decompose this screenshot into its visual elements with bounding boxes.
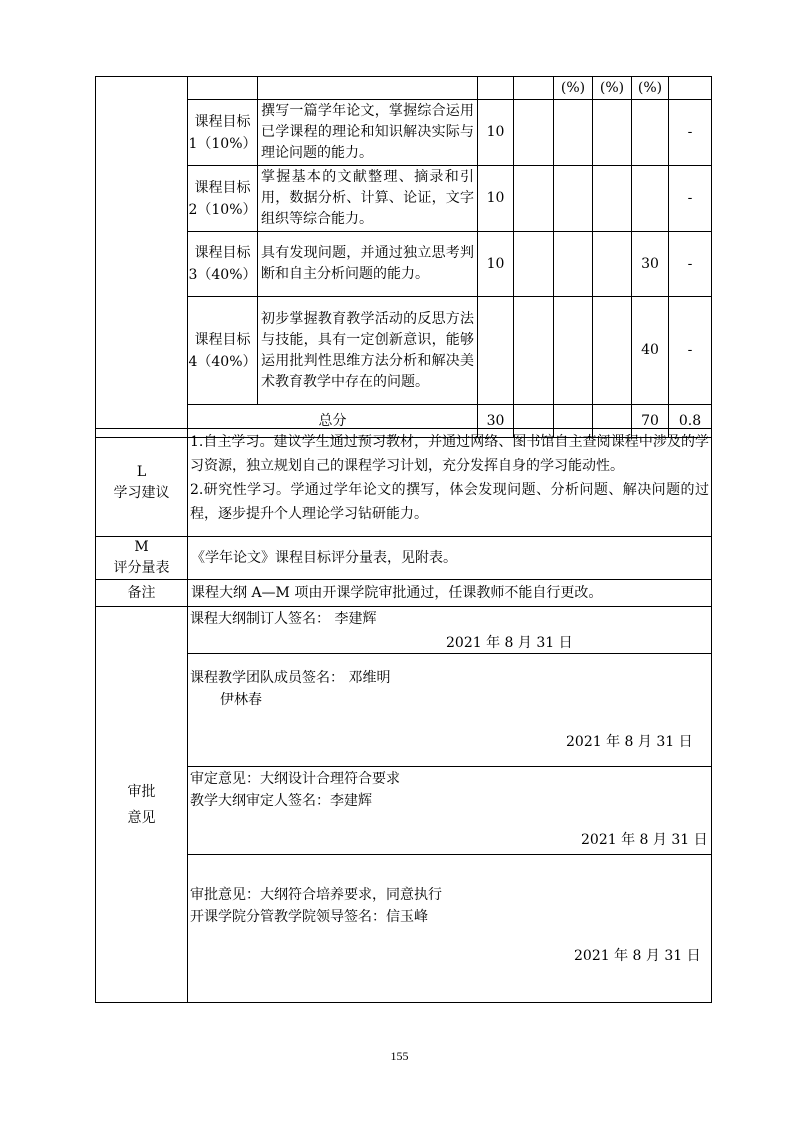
goal-desc: 初步掌握教育教学活动的反思方法与技能，具有一定创新意识，能够运用批判性思维方法分析和解决美术教育教学中存在的问题。 [258, 297, 478, 405]
unit-label: (%) [632, 77, 669, 100]
goal-label: 课程目标 1（10%） [188, 100, 258, 166]
eval-label: M 评分量表 [96, 537, 188, 580]
goal-desc: 掌握基本的文献整理、摘录和引用，数据分析、计算、论证，文字组织等综合能力。 [258, 166, 478, 232]
unit-label: (%) [554, 77, 593, 100]
total-label: 总分 [188, 405, 478, 438]
goal-desc: 撰写一篇学年论文，掌握综合运用已学课程的理论和知识解决实际与理论问题的能力。 [258, 100, 478, 166]
goal-row: 课程目标 3（40%） 具有发现问题，并通过独立思考判断和自主分析问题的能力。 10 30 - [96, 232, 712, 297]
left-blank-cell [96, 77, 188, 438]
goal-label: 课程目标 3（40%） [188, 232, 258, 297]
signature-block-3: 审定意见：大纲设计合理符合要求 教学大纲审定人签名：李建辉 2021 年 8 月 31 日 [188, 767, 712, 855]
goal-row: 课程目标 2（10%） 掌握基本的文献整理、摘录和引用，数据分析、计算、论证，文字组织等综合能力。 10 - [96, 166, 712, 232]
goal-label: 课程目标 4（40%） [188, 297, 258, 405]
approval-label: 审批 意见 [96, 607, 188, 1003]
unit-label: (%) [593, 77, 632, 100]
study-text: 1.自主学习。建议学生通过预习教材，并通过网络、图书馆自主查阅课程中涉及的学习资源，独立规划自己的课程学习计划，充分发挥自身的学习能动性。 2.研究性学习。学通过学年论文的撰写，体会发现问题、分析问题、解决问题的过程，逐步提升个人理论学习钻研能力。 [188, 429, 712, 537]
eval-text: 《学年论文》课程目标评分量表，见附表。 [188, 537, 712, 580]
page-number: 155 [390, 1049, 409, 1063]
approval-row [96, 767, 712, 855]
remark-row [96, 580, 712, 607]
info-table [95, 428, 712, 1003]
approval-row [96, 855, 712, 1003]
signature-block-1: 课程大纲制订人签名： 李建辉 2021 年 8 月 31 日 [188, 607, 712, 654]
study-row [96, 429, 712, 537]
eval-row [96, 537, 712, 580]
approval-row [96, 607, 712, 654]
signature-block-2: 课程教学团队成员签名： 邓维明 伊林春 2021 年 8 月 31 日 [188, 654, 712, 767]
total-row: 总分 30 70 0.8 [96, 405, 712, 438]
goal-row: 课程目标 4（40%） 初步掌握教育教学活动的反思方法与技能，具有一定创新意识，能够运用批判性思维方法分析和解决美术教育教学中存在的问题。 40 - [96, 297, 712, 405]
signature-block-4: 审批意见：大纲符合培养要求，同意执行 开课学院分管教学院领导签名：信玉峰 2021 年 8 月 31 日 [188, 855, 712, 1003]
approval-row [96, 654, 712, 767]
goal-row: 课程目标 1（10%） 撰写一篇学年论文，掌握综合运用已学课程的理论和知识解决实际与理论问题的能力。 10 - [96, 100, 712, 166]
header-row [96, 77, 712, 100]
study-label: L 学习建议 [96, 429, 188, 537]
goals-table [95, 76, 712, 438]
goal-label: 课程目标 2（10%） [188, 166, 258, 232]
remark-label: 备注 [96, 580, 188, 607]
remark-text: 课程大纲 A—M 项由开课学院审批通过，任课教师不能自行更改。 [188, 580, 712, 607]
goal-desc: 具有发现问题，并通过独立思考判断和自主分析问题的能力。 [258, 232, 478, 297]
